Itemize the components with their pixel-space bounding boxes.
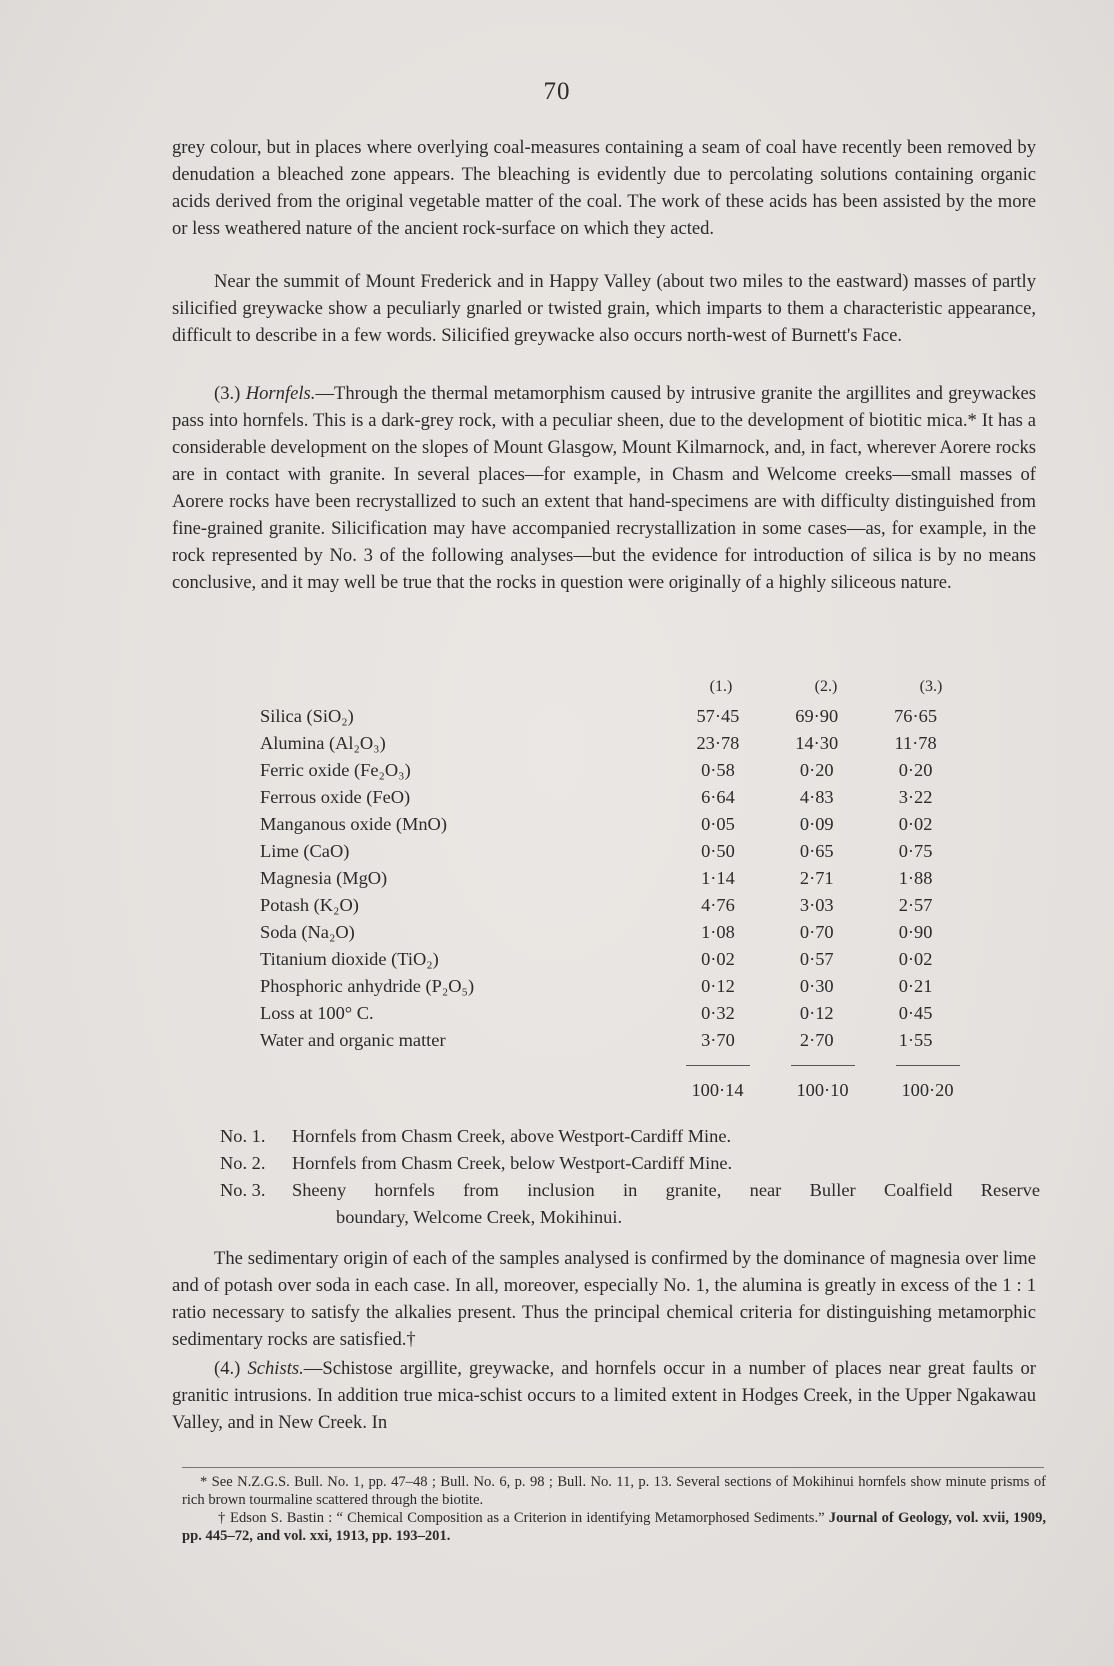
analysis-value: 76·65 (894, 706, 938, 726)
constituent-label: Magnesia (MgO) (260, 868, 388, 888)
analysis-value: 0·58 (701, 760, 735, 780)
paragraph-sedimentary-origin: The sedimentary origin of each of the samples analysed is confirmed by the dominance of magnesia over lime and of potash over soda in each case. In all, moreover, especially No. 1, the alumina is greatly in excess of the 1 : 1 ratio necessary to satisfy the alkalies present. Thus the principal chemical criteria for distinguishing metamorphic sedimentary rocks are satisfied.† (172, 1248, 1036, 1350)
constituent-label: Titanium dioxide (TiO₂) (260, 949, 439, 969)
column-header-1: (1.) (709, 678, 733, 695)
analysis-value: 0·20 (799, 760, 834, 780)
constituent-label: Ferrous oxide (FeO) (260, 787, 411, 807)
analysis-value: 0·65 (799, 841, 834, 861)
analysis-row (260, 811, 965, 838)
analysis-row (260, 973, 965, 1000)
page-number: 70 (543, 78, 571, 105)
analysis-row (260, 865, 965, 892)
sample-note (220, 1177, 1040, 1204)
analysis-value: 57·45 (696, 706, 740, 726)
analysis-value: 0·45 (898, 1003, 933, 1023)
sum-rule (686, 1065, 750, 1066)
paragraph-hornfels (172, 380, 1036, 596)
analysis-row (260, 1027, 965, 1054)
constituent-label: Phosphoric anhydride (P₂O₅) (260, 976, 475, 996)
analysis-value: 0·02 (898, 949, 933, 969)
column-header-2: (2.) (814, 678, 838, 695)
analysis-value: 69·90 (795, 706, 839, 726)
analysis-value: 0·90 (898, 922, 933, 942)
analysis-value: 2·70 (799, 1030, 834, 1050)
analysis-value: 0·75 (898, 841, 933, 861)
analysis-value: 3·70 (701, 1030, 735, 1050)
analysis-value: 0·50 (701, 841, 735, 861)
footnote-2-citation: vol. xvii, 1909, pp. 445–72, and vol. xxi, 1913, pp. 193–201. (182, 1510, 1047, 1544)
sample-notes (220, 1123, 1040, 1231)
constituent-label: Alumina (Al₂O₃) (260, 733, 386, 753)
analysis-row (260, 838, 965, 865)
analysis-value: 0·32 (701, 1003, 735, 1023)
constituent-label: Soda (Na₂O) (260, 922, 355, 942)
analysis-row (260, 1000, 965, 1027)
analysis-row (260, 730, 965, 757)
analysis-row (260, 892, 965, 919)
analysis-row (260, 919, 965, 946)
paragraph-schists (172, 1355, 1036, 1436)
analysis-value: 0·05 (701, 814, 735, 834)
note-continuation: boundary, Welcome Creek, Mokihinui. (336, 1207, 623, 1227)
note-number: No. 1. (220, 1126, 266, 1146)
note-text: Hornfels from Chasm Creek, below Westport-Cardiff Mine. (292, 1153, 733, 1173)
analysis-value: 14·30 (795, 733, 839, 753)
note-text: Hornfels from Chasm Creek, above Westport-Cardiff Mine. (292, 1126, 732, 1146)
analysis-value: 23·78 (696, 733, 740, 753)
section-heading-schists: Schists. (247, 1358, 304, 1379)
footnote-rule (182, 1467, 1044, 1468)
constituent-label: Potash (K₂O) (260, 895, 359, 915)
sample-note (220, 1150, 1040, 1177)
analysis-value: 0·70 (799, 922, 834, 942)
constituent-label: Silica (SiO₂) (260, 706, 354, 726)
constituent-label: Water and organic matter (260, 1030, 446, 1050)
analysis-row (260, 757, 965, 784)
sample-note (220, 1123, 1040, 1150)
analysis-value: 6·64 (701, 787, 735, 807)
constituent-label: Loss at 100° C. (260, 1003, 374, 1023)
note-number: No. 2. (220, 1153, 266, 1173)
analysis-value: 4·76 (701, 895, 735, 915)
total-2: 100·10 (796, 1080, 849, 1100)
sum-rule (791, 1065, 855, 1066)
analysis-value: 0·20 (898, 760, 933, 780)
analysis-value: 0·02 (898, 814, 933, 834)
analysis-value: 2·71 (799, 868, 834, 888)
constituent-label: Ferric oxide (Fe₂O₃) (260, 760, 411, 780)
paragraph-body: —Through the thermal metamorphism caused by intrusive granite the argillites and greywackes pass into hornfels. This is a dark-grey rock, with a peculiar sheen, due to the development of biotitic mica.* It has a considerable development on the slopes of Mount Glasgow, Mount Kilmarnock, and, in fact, wherever Aorere rocks are in contact with granite. In several places—for example, in Chasm and Welcome creeks—small masses of Aorere rocks have been recrystallized to such an extent that hand-specimens are with difficulty distinguished from fine-grained granite. Silicification may have accompanied recrystallization in some cases—as, for example, in the rock represented by No. 3 of the following analyses—but the evidence for introduction of silica is by no means conclusive, and it may well be true that the rocks in question were originally of a highly siliceous nature. (172, 383, 1036, 593)
analysis-value: 0·30 (799, 976, 834, 996)
analysis-value: 4·83 (799, 787, 834, 807)
total-1: 100·14 (691, 1080, 744, 1100)
section-number: (4.) (214, 1358, 248, 1379)
analysis-value: 2·57 (898, 895, 933, 915)
paragraph-silicified-greywacke: Near the summit of Mount Frederick and in Happy Valley (about two miles to the eastward) masses of partly silicified greywacke show a peculiarly gnarled or twisted grain, which imparts to them a characteristic appearance, difficult to describe in a few words. Silicified greywacke also occurs north-west of Burnett's Face. (172, 271, 1036, 346)
footnotes (182, 1473, 1046, 1545)
section-number: (3.) (214, 383, 246, 404)
note-text: Sheeny hornfels from inclusion in granite, near Buller Coalfield Reserve (292, 1180, 1040, 1200)
analysis-row (260, 784, 965, 811)
total-3: 100·20 (901, 1080, 954, 1100)
constituent-label: Lime (CaO) (260, 841, 350, 861)
analysis-row (260, 703, 965, 730)
analysis-value: 0·57 (799, 949, 834, 969)
analysis-value: 1·14 (701, 868, 735, 888)
analysis-value: 0·02 (701, 949, 735, 969)
analysis-value: 0·12 (701, 976, 735, 996)
analysis-value: 1·55 (898, 1030, 933, 1050)
footnote-1: * See N.Z.G.S. Bull. No. 1, pp. 47–48 ; Bull. No. 6, p. 98 ; Bull. No. 11, p. 13. Several sections of Mokihinui hornfels show minute prisms of rich brown tourmaline scattered through the biotite. (182, 1474, 1046, 1508)
analysis-value: 11·78 (894, 733, 937, 753)
footnote-2 (182, 1509, 1046, 1545)
footnote-2-text: † Edson S. Bastin : “ Chemical Composition as a Criterion in identifying Metamorphosed Sediments.” (218, 1510, 829, 1526)
note-number: No. 3. (220, 1180, 266, 1200)
analysis-value: 0·21 (898, 976, 933, 996)
analysis-value: 0·12 (799, 1003, 834, 1023)
paragraph-bleaching: grey colour, but in places where overlying coal-measures containing a seam of coal have recently been removed by denudation a bleached zone appears. The bleaching is evidently due to percolating solutions containing organic acids derived from the original vegetable matter of the coal. The work of these acids has been assisted by the more or less weathered nature of the ancient rock-surface on which they acted. (172, 137, 1036, 239)
paragraph-body: —Schistose argillite, greywacke, and hornfels occur in a number of places near great faults or granitic intrusions. In addition true mica-schist occurs to a limited extent in Hodges Creek, in the Upper Ngakawau Valley, and in New Creek. In (172, 1358, 1037, 1433)
constituent-label: Manganous oxide (MnO) (260, 814, 447, 834)
journal-title: Journal of Geology, (828, 1510, 952, 1526)
analysis-value: 1·88 (898, 868, 933, 888)
analysis-row (260, 946, 965, 973)
analysis-value: 1·08 (701, 922, 735, 942)
column-header-3: (3.) (919, 678, 943, 695)
chemical-analysis-table (260, 703, 965, 1054)
analysis-value: 3·03 (799, 895, 834, 915)
analysis-value: 3·22 (898, 787, 933, 807)
analysis-value: 0·09 (799, 814, 834, 834)
section-heading-hornfels: Hornfels. (245, 383, 316, 404)
sum-rule (896, 1065, 960, 1066)
